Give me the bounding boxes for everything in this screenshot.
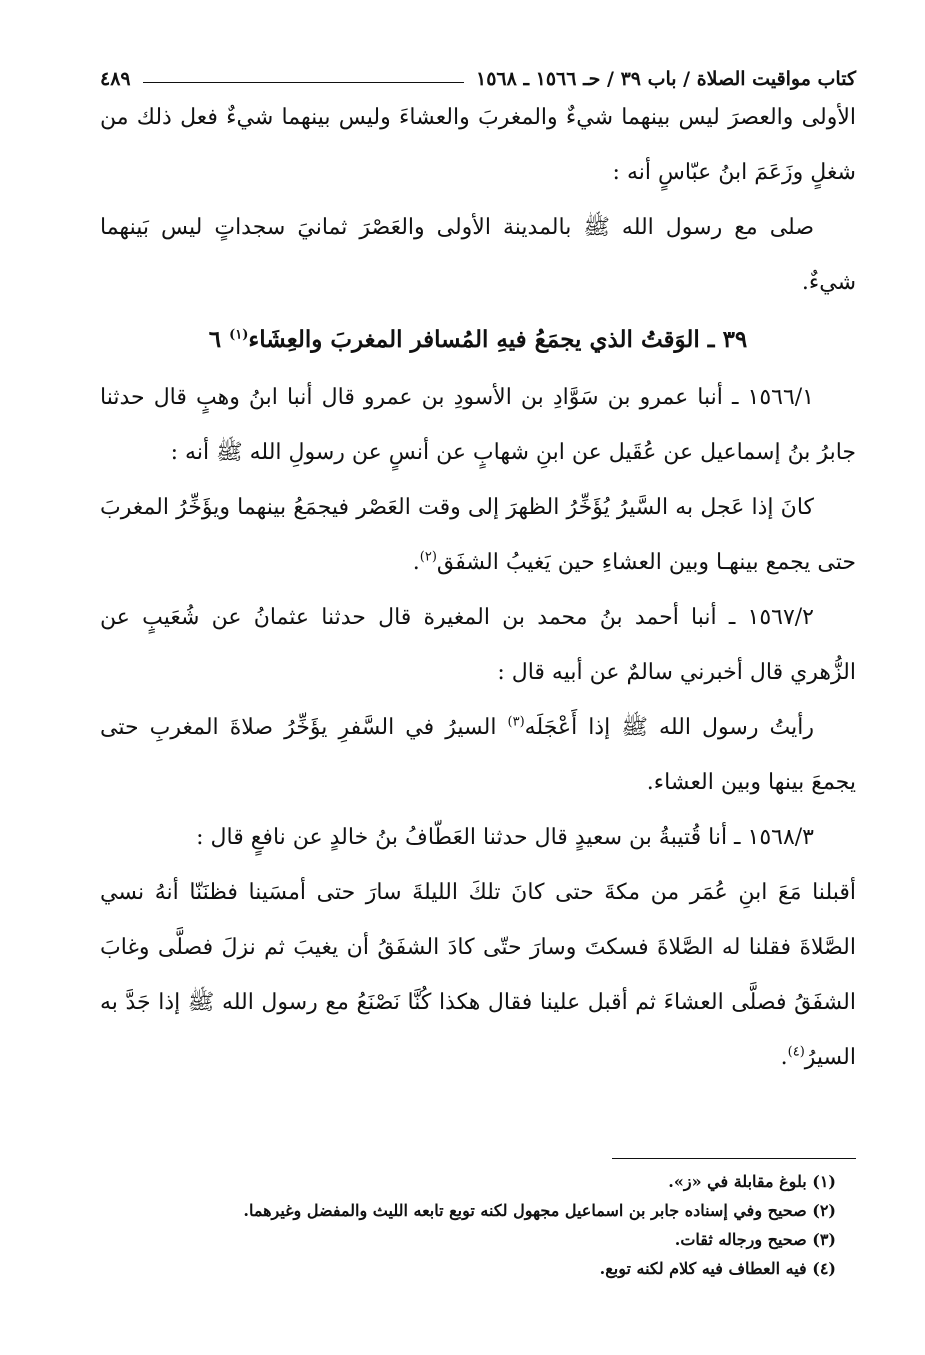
footnote-3: (٣) صحيح ورجاله ثقات. <box>674 1230 836 1249</box>
footnote-ref-3: (٣) <box>507 714 525 730</box>
hadith-1567-matn-before: رأيتُ رسول الله ﷺ إذا أَعْجَلَه <box>524 715 814 740</box>
intro-quote: صلى مع رسول الله ﷺ بالمدينة الأولى والعَصْرَ ثمانيَ سجداتٍ ليس بَينهما شيءٌ. <box>100 215 856 295</box>
footnote-ref-2: (٢) <box>419 549 437 565</box>
page-number: ٤٨٩ <box>100 68 131 90</box>
hadith-1568-matn-text: أقبلنا مَعَ ابنِ عُمَر من مكةَ حتى كانَ تلكَ الليلةَ سارَ حتى أمسَينا فظنَنّا أنهُ نسي الصَّلاةَ فقلنا له الصَّلاةَ فسكتَ وسارَ حتّى كادَ الشفَقُ أن يغيبَ ثم نزلَ فصلَّى وغابَ الشفَقُ فصلَّى العشاءَ ثم أقبل علينا فقال هكذا كُنَّا نَصْنَعُ مع رسول الله ﷺ إذا جَدَّ به السيرُ <box>100 880 856 1070</box>
footnote-ref-4: (٤) <box>787 1044 805 1060</box>
footnote-2: (٢) صحيح وفي إسناده جابر بن اسماعيل مجهول لكنه توبع تابعه الليث والمفضل وغيرهما. <box>243 1201 836 1220</box>
hadith-1566-matn <box>100 480 856 590</box>
footnote-ref-1: (١) <box>229 327 249 343</box>
chapter-heading <box>100 310 856 370</box>
footnotes <box>100 1158 856 1283</box>
header-rule <box>143 82 464 83</box>
footnote-rule <box>612 1158 856 1159</box>
chapter-title-text: ٣٩ ـ الوَقتُ الذي يجمَعُ فيهِ المُسافر المغربَ والعِشَاء <box>248 326 748 353</box>
hadith-1567-matn <box>100 700 856 810</box>
hadith-1568-matn-end: . <box>780 1045 788 1070</box>
hadith-1567-isnad: ١٥٦٧/٢ ـ أنبا أحمد بنُ محمد بن المغيرة قال حدثنا عثمانُ عن شُعَيبٍ عن الزُّهري قال أخبرني سالمٌ عن أبيه قال : <box>100 605 856 685</box>
running-header <box>100 56 856 90</box>
header-title: كتاب مواقيت الصلاة / باب ٣٩ / حـ ١٥٦٦ ـ ١٥٦٨ <box>476 68 856 90</box>
main-text <box>100 90 856 1085</box>
footnote-4: (٤) فيه العطاف فيه كلام لكنه توبع. <box>599 1259 836 1278</box>
page-body <box>100 56 856 1085</box>
intro-continuation: الأولى والعصرَ ليس بينهما شيءٌ والمغربَ والعشاءَ وليس بينهما شيءٌ فعل ذلك من شغلٍ وزَعَمَ ابنُ عبّاسٍ أنه : <box>100 105 856 185</box>
hadith-1566-isnad: ١٥٦٦/١ ـ أنبا عمرو بن سَوَّادِ بن الأسودِ بن عمرو قال أنبا ابنُ وهبٍ قال حدثنا جابرُ بنُ إسماعيل عن عُقَيل عن ابنِ شهابٍ عن أنسٍ عن رسولِ الله ﷺ أنه : <box>100 385 856 465</box>
hadith-1567-matn-after: السيرُ في السَّفرِ يؤَخِّرُ صلاةَ المغربِ حتى يجمعَ بينها وبين العشاء. <box>100 715 856 795</box>
hadith-1568-matn <box>100 865 856 1085</box>
hadith-1566-matn-end: . <box>412 550 420 575</box>
footnote-1: (١) بلوغ مقابلة في «ز». <box>668 1172 836 1191</box>
hadith-1566-matn-text: كانَ إذا عَجل به السَّيرُ يُؤَخِّرُ الظهرَ إلى وقت العَصْر فيجمَعُ بينهما ويؤَخِّرُ المغربَ حتى يجمع بينهـا وبين العشاءِ حين يَغيبُ الشفَق <box>100 495 856 575</box>
hadith-1568-isnad: ١٥٦٨/٣ ـ أنا قُتيبةُ بن سعيدٍ قال حدثنا العَطّافُ بنُ خالدٍ عن نافعٍ قال : <box>196 825 814 850</box>
chapter-trailing-mark: ٦ <box>208 326 222 353</box>
